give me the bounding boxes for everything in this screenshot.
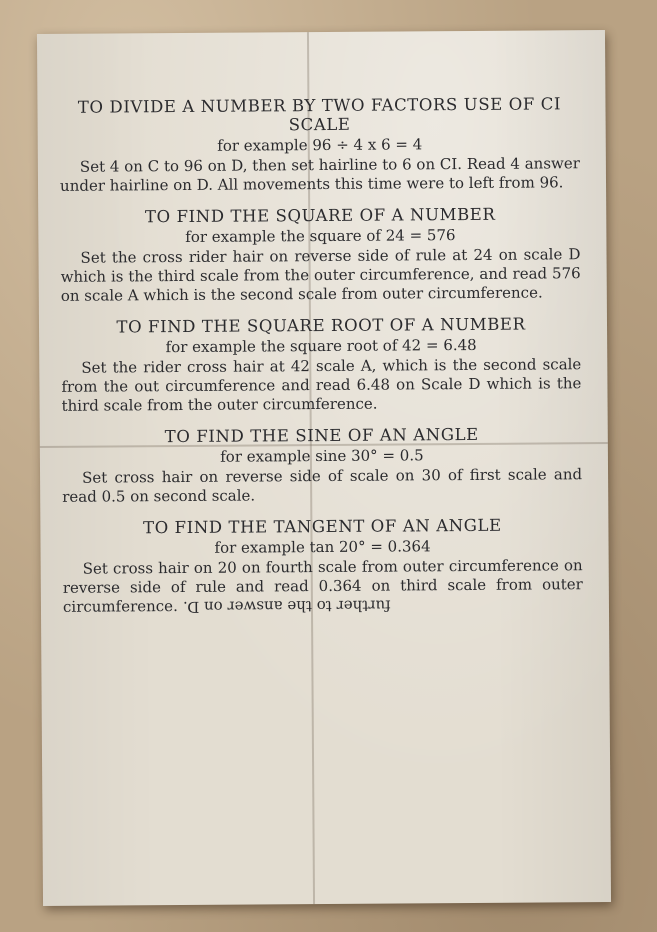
section-example: for example tan 20° = 0.364	[214, 537, 431, 557]
section-divide	[59, 94, 580, 196]
sheet-content	[59, 94, 583, 629]
inverted-text: further to the answer on D.	[182, 596, 391, 616]
section-example: for example 96 ÷ 4 x 6 = 4	[217, 135, 423, 155]
section-example: for example sine 30° = 0.5	[220, 446, 424, 466]
section-heading: TO DIVIDE A NUMBER BY TWO FACTORS USE OF CI SCALE	[77, 94, 562, 135]
section-heading: TO FIND THE TANGENT OF AN ANGLE	[143, 515, 502, 538]
section-heading: TO FIND THE SQUARE OF A NUMBER	[144, 204, 496, 227]
section-tangent	[62, 515, 583, 617]
section-example: for example the square root of 42 = 6.48	[165, 335, 477, 357]
section-heading: TO FIND THE SINE OF AN ANGLE	[164, 424, 479, 447]
section-example: for example the square of 24 = 576	[185, 226, 456, 246]
section-body: Set cross hair on reverse side of scale on 30 of first scale and read 0.5 on second scale.	[62, 465, 583, 506]
section-body: Set the rider cross hair at 42 scale A, which is the second scale from the out circumference and read 6.48 on Scale D which is the third scale from the outer circumference.	[61, 355, 582, 415]
section-square-root	[61, 314, 582, 416]
instruction-sheet	[37, 30, 611, 906]
section-heading: TO FIND THE SQUARE ROOT OF A NUMBER	[116, 314, 526, 337]
section-body: Set the cross rider hair on reverse side of rule at 24 on scale D which is the third scale from the outer circumference, and read 576 on scale A which is the second scale from outer circumference.	[60, 245, 581, 305]
section-body: Set 4 on C to 96 on D, then set hairline to 6 on CI. Read 4 answer under hairline on D. All movements this time were to left from 96.	[59, 154, 580, 195]
section-square	[60, 204, 581, 306]
section-sine	[62, 424, 583, 507]
section-body: Set cross hair on 20 on fourth scale from outer circumference on reverse side of rule and read 0.364 on third scale from outer circumference. further to the answer on D.	[62, 556, 583, 616]
